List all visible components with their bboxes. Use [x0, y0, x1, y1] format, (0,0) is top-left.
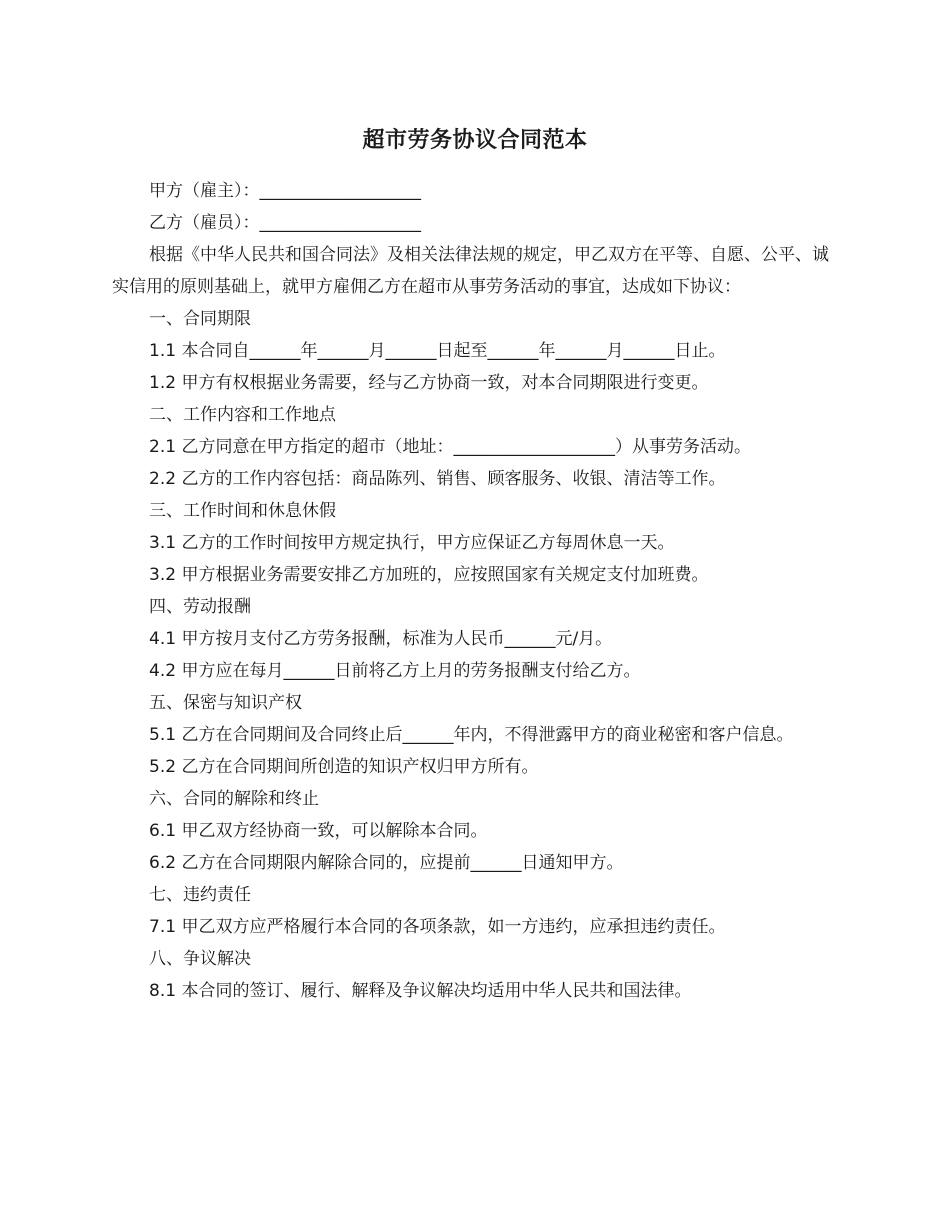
clause-6-2: 6.2 乙方在合同期限内解除合同的，应提前______日通知甲方。 [149, 853, 624, 873]
section-heading-dispute: 八、争议解决 [149, 949, 251, 969]
preamble-paragraph: 根据《中华人民共和国合同法》及相关法律法规的规定，甲乙双方在平等、自愿、公平、诚实信用的原则基础上，就甲方雇佣乙方在超市从事劳务活动的事宜，达成如下协议： [112, 245, 829, 297]
section-heading-confidentiality: 五、保密与知识产权 [149, 693, 302, 713]
section-heading-work: 二、工作内容和工作地点 [149, 405, 336, 425]
clause-3-1: 3.1 乙方的工作时间按甲方规定执行，甲方应保证乙方每周休息一天。 [149, 533, 675, 553]
party-a-line: 甲方（雇主）：___________________ [149, 181, 421, 201]
document-body [112, 175, 840, 1007]
clause-5-1: 5.1 乙方在合同期间及合同终止后______年内，不得泄露甲方的商业秘密和客户信息。 [149, 725, 794, 745]
clause-7-1: 7.1 甲乙双方应严格履行本合同的各项条款，如一方违约，应承担违约责任。 [149, 917, 726, 937]
section-heading-term: 一、合同期限 [149, 309, 251, 329]
section-heading-liability: 七、违约责任 [149, 885, 251, 905]
clause-2-1: 2.1 乙方同意在甲方指定的超市（地址：___________________）从事劳务活动。 [149, 437, 751, 457]
clause-8-1: 8.1 本合同的签订、履行、解释及争议解决均适用中华人民共和国法律。 [149, 981, 692, 1001]
document-title: 超市劳务协议合同范本 [362, 128, 588, 153]
section-heading-hours: 三、工作时间和休息休假 [149, 501, 336, 521]
clause-6-1: 6.1 甲乙双方经协商一致，可以解除本合同。 [149, 821, 488, 841]
clause-1-1: 1.1 本合同自______年______月______日起至______年______月______日止。 [149, 341, 726, 361]
clause-1-2: 1.2 甲方有权根据业务需要，经与乙方协商一致，对本合同期限进行变更。 [149, 373, 709, 393]
clause-4-1: 4.1 甲方按月支付乙方劳务报酬，标准为人民币______元/月。 [149, 629, 613, 649]
clause-5-2: 5.2 乙方在合同期间所创造的知识产权归甲方所有。 [149, 757, 539, 777]
clause-2-2: 2.2 乙方的工作内容包括：商品陈列、销售、顾客服务、收银、清洁等工作。 [149, 469, 726, 489]
party-b-line: 乙方（雇员）：___________________ [149, 213, 421, 233]
clause-4-2: 4.2 甲方应在每月______日前将乙方上月的劳务报酬支付给乙方。 [149, 661, 641, 681]
section-heading-pay: 四、劳动报酬 [149, 597, 251, 617]
clause-3-2: 3.2 甲方根据业务需要安排乙方加班的，应按照国家有关规定支付加班费。 [149, 565, 709, 585]
section-heading-termination: 六、合同的解除和终止 [149, 789, 319, 809]
